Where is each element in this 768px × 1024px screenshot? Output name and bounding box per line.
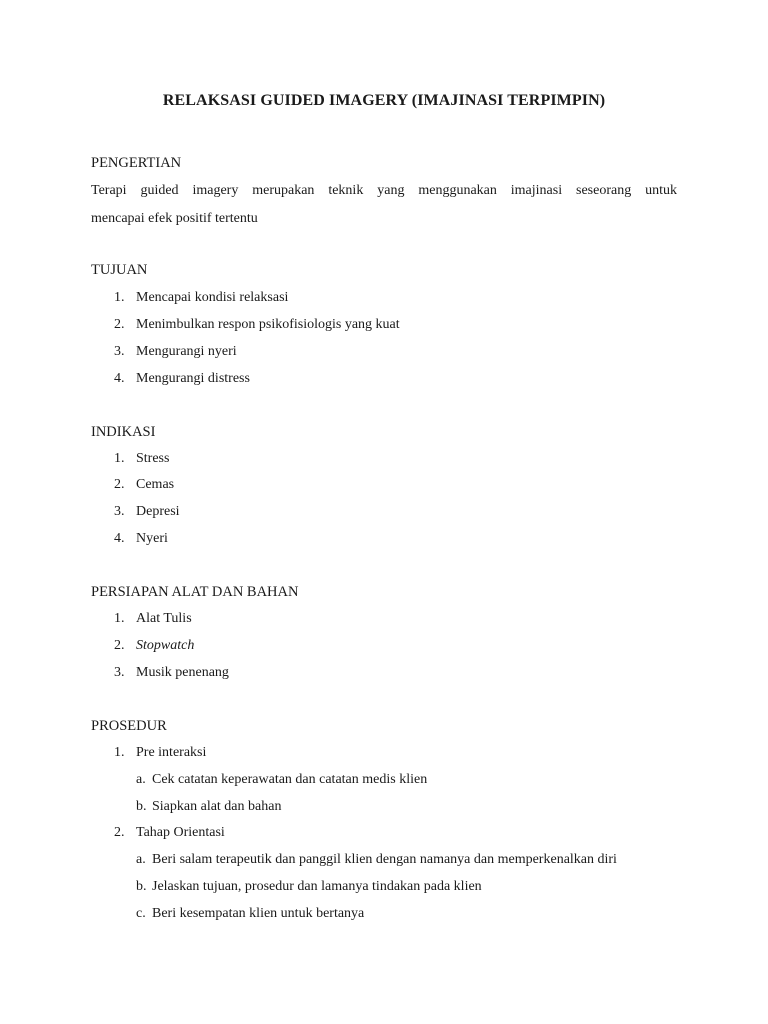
- list-text: Menimbulkan respon psikofisiologis yang kuat: [136, 317, 400, 332]
- sub-list-text: Siapkan alat dan bahan: [152, 799, 282, 814]
- sub-list-text: Cek catatan keperawatan dan catatan medis klien: [152, 772, 428, 787]
- pengertian-line-1: Terapi guided imagery merupakan teknik yang menggunakan imajinasi seseorang untuk: [91, 183, 677, 198]
- list-number: 3.: [114, 504, 125, 519]
- list-item: [91, 825, 225, 841]
- sub-list-item: [136, 852, 617, 868]
- list-text: Stress: [136, 451, 170, 466]
- list-text: Nyeri: [136, 531, 168, 546]
- list-text: Mengurangi nyeri: [136, 344, 237, 359]
- sub-list-item: [136, 772, 427, 788]
- heading-indikasi: INDIKASI: [91, 424, 156, 440]
- heading-persiapan: PERSIAPAN ALAT DAN BAHAN: [91, 584, 299, 600]
- sub-list-item: [136, 799, 281, 815]
- list-item: [91, 504, 180, 520]
- sub-list-item: [136, 879, 482, 895]
- sub-list-text: Jelaskan tujuan, prosedur dan lamanya tindakan pada klien: [152, 879, 482, 894]
- pengertian-paragraph: [91, 177, 677, 233]
- sub-list-item: [136, 906, 364, 922]
- list-number: 2.: [114, 825, 125, 840]
- list-number: 1.: [114, 611, 125, 626]
- heading-pengertian: PENGERTIAN: [91, 155, 182, 171]
- sub-list-letter: b.: [136, 879, 147, 894]
- list-item: [91, 638, 194, 654]
- heading-prosedur: PROSEDUR: [91, 718, 167, 734]
- sub-list-text: Beri salam terapeutik dan panggil klien dengan namanya dan memperkenalkan diri: [152, 852, 617, 867]
- list-text: Cemas: [136, 477, 175, 492]
- list-text: Depresi: [136, 504, 180, 519]
- list-number: 2.: [114, 477, 125, 492]
- list-number: 1.: [114, 290, 125, 305]
- list-number: 2.: [114, 638, 125, 653]
- list-text: Pre interaksi: [136, 745, 207, 760]
- list-text: Tahap Orientasi: [136, 825, 225, 840]
- list-text: Mencapai kondisi relaksasi: [136, 290, 289, 305]
- sub-list-text: Beri kesempatan klien untuk bertanya: [152, 906, 365, 921]
- list-number: 4.: [114, 531, 125, 546]
- list-number: 2.: [114, 317, 125, 332]
- list-item: [91, 344, 237, 360]
- list-item: [91, 477, 174, 493]
- sub-list-letter: c.: [136, 906, 146, 921]
- list-item: [91, 611, 192, 627]
- list-item: [91, 451, 169, 467]
- list-item: [91, 317, 400, 333]
- list-number: 4.: [114, 371, 125, 386]
- list-item: [91, 665, 229, 681]
- sub-list-letter: b.: [136, 799, 147, 814]
- list-text: Mengurangi distress: [136, 371, 250, 386]
- list-text: Stopwatch: [136, 638, 195, 653]
- list-text: Musik penenang: [136, 665, 229, 680]
- sub-list-letter: a.: [136, 852, 146, 867]
- document-title: RELAKSASI GUIDED IMAGERY (IMAJINASI TERPIMPIN): [162, 92, 606, 109]
- sub-list-letter: a.: [136, 772, 146, 787]
- list-number: 1.: [114, 745, 125, 760]
- list-text: Alat Tulis: [136, 611, 192, 626]
- list-item: [91, 745, 206, 761]
- list-item: [91, 531, 168, 547]
- list-number: 1.: [114, 451, 125, 466]
- list-item: [91, 290, 288, 306]
- pengertian-line-2: mencapai efek positif tertentu: [91, 211, 258, 226]
- heading-tujuan: TUJUAN: [91, 262, 148, 278]
- list-number: 3.: [114, 344, 125, 359]
- list-number: 3.: [114, 665, 125, 680]
- list-item: [91, 371, 250, 387]
